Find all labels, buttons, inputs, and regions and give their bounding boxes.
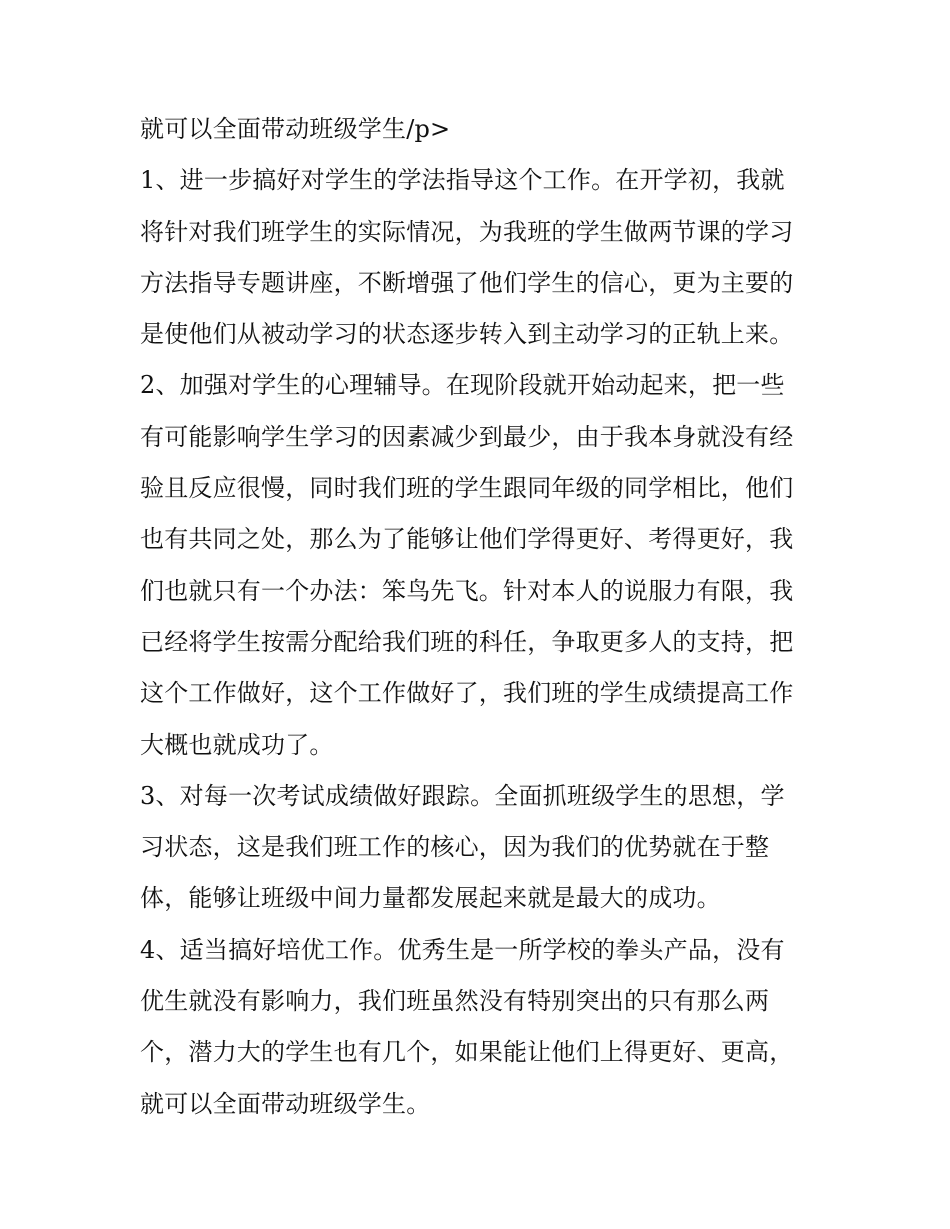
text-line: 验且反应很慢，同时我们班的学生跟同年级的同学相比，他们: [140, 474, 794, 503]
text-line: 方法指导专题讲座，不断增强了他们学生的信心，更为主要的: [140, 268, 794, 297]
text-line: 是使他们从被动学习的状态逐步转入到主动学习的正轨上来。: [140, 320, 794, 349]
text-line: 习状态，这是我们班工作的核心，因为我们的优势就在于整: [140, 833, 770, 862]
text-line: 有可能影响学生学习的因素减少到最少，由于我本身就没有经: [140, 422, 794, 451]
text-line: 们也就只有一个办法：笨鸟先飞。针对本人的说服力有限，我: [140, 576, 794, 605]
text-line: 已经将学生按需分配给我们班的科任，争取更多人的支持，把: [140, 627, 794, 656]
text-line: 3、对每一次考试成绩做好跟踪。全面抓班级学生的思想，学: [140, 781, 785, 810]
text-line: 这个工作做好，这个工作做好了，我们班的学生成绩提高工作: [140, 679, 794, 708]
text-line: 4、适当搞好培优工作。优秀生是一所学校的拳头产品，没有: [140, 935, 785, 964]
text-line: 体，能够让班级中间力量都发展起来就是最大的成功。: [140, 884, 721, 913]
text-line: 2、加强对学生的心理辅导。在现阶段就开始动起来，把一些: [140, 371, 785, 400]
text-line: 1、进一步搞好对学生的学法指导这个工作。在开学初，我就: [140, 166, 785, 195]
text-line: 个，潜力大的学生也有几个，如果能让他们上得更好、更高，: [140, 1038, 794, 1067]
text-line: 将针对我们班学生的实际情况，为我班的学生做两节课的学习: [140, 217, 794, 246]
text-line: 优生就没有影响力，我们班虽然没有特别突出的只有那么两: [140, 987, 770, 1016]
text-line: 就可以全面带动班级学生。: [140, 1089, 431, 1118]
document-body: [140, 104, 820, 1130]
text-line: 就可以全面带动班级学生/p>: [140, 115, 451, 143]
text-line: 大概也就成功了。: [140, 730, 334, 759]
text-line: 也有共同之处，那么为了能够让他们学得更好、考得更好，我: [140, 525, 794, 554]
